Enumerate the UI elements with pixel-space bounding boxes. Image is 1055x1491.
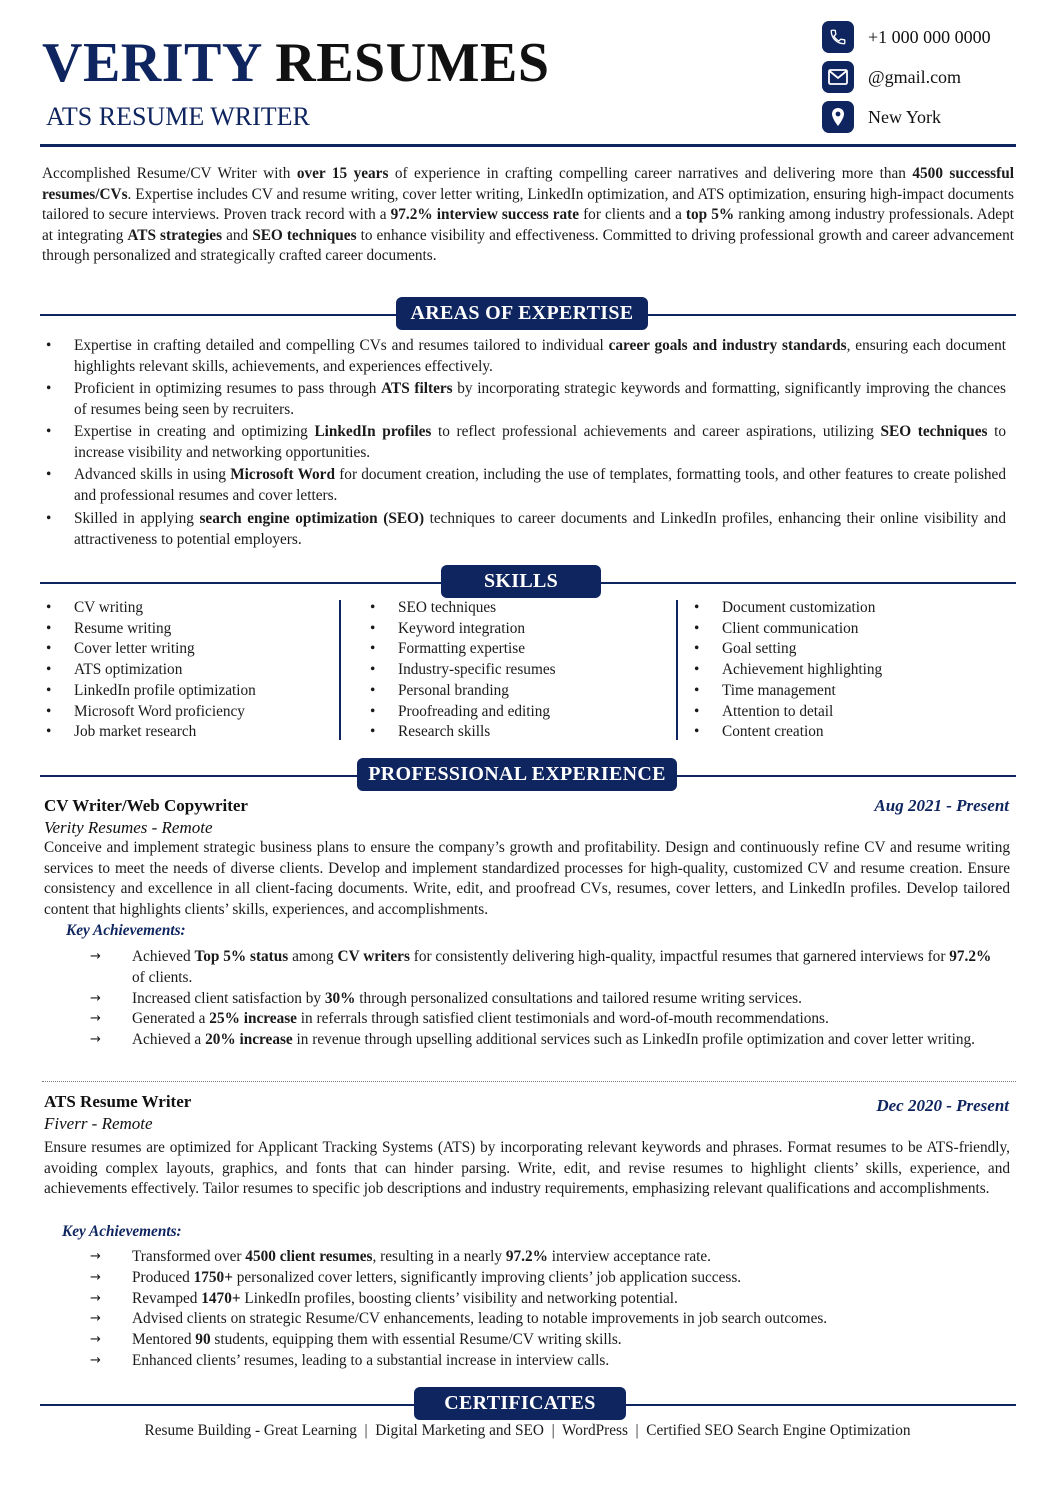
skill-item: • Personal branding [366, 681, 690, 702]
header-divider [40, 144, 1016, 147]
list-item: → Achieved Top 5% status among CV writers for consistently delivering high-quality, impactful resumes that garnered interviews for 97.2% of clients. [90, 947, 1002, 989]
skills-column [690, 598, 1014, 746]
envelope-icon [822, 61, 854, 93]
list-item: • Expertise in creating and optimizing LinkedIn profiles to reflect professional achievements and career aspirations, utilizing SEO techniques to increase visibility and networking opportunities. [42, 422, 1006, 463]
section-title: SKILLS [441, 565, 601, 598]
skill-item: • Goal setting [690, 639, 1014, 660]
list-item: → Revamped 1470+ LinkedIn profiles, boosting clients’ visibility and networking potential. [90, 1289, 1002, 1310]
phone-icon [822, 21, 854, 53]
skill-item: • Time management [690, 681, 1014, 702]
contact-block [822, 17, 991, 137]
skill-item: • ATS optimization [42, 660, 366, 681]
job-description: Ensure resumes are optimized for Applicant Tracking Systems (ATS) by incorporating relevant keywords and phrases. Format resumes to be ATS-friendly, avoiding complex layouts, graphics, and fonts that can hinder parsing. Write, edit, and revise resumes to highlight clients’ skills, experience, and achievements effectively. Tailor resumes to specific job descriptions and industry requirements, emphasizing relevant qualifications and accomplishments. [44, 1139, 1010, 1198]
list-item: • Skilled in applying search engine optimization (SEO) techniques to career documents and LinkedIn profiles, enhancing their online visibility and attractiveness to potential employers. [42, 509, 1006, 550]
job-separator [42, 1081, 1016, 1082]
summary-highlight: 4500 successful resumes/CVs [42, 165, 1014, 203]
skill-item: • SEO techniques [366, 598, 690, 619]
candidate-name [42, 30, 549, 96]
skill-item: • Proofreading and editing [366, 702, 690, 723]
job-subtitle: ATS RESUME WRITER [46, 102, 310, 131]
email-text: @gmail.com [868, 66, 962, 87]
skills-column [42, 598, 366, 746]
skill-item: • Industry-specific resumes [366, 660, 690, 681]
skill-item: • Microsoft Word proficiency [42, 702, 366, 723]
job-title: ATS Resume Writer [44, 1092, 192, 1111]
skill-item: • CV writing [42, 598, 366, 619]
column-divider [676, 600, 678, 740]
summary-highlight: ATS strategies [127, 226, 223, 244]
location-pin-icon [822, 101, 854, 133]
section-header-certificates [40, 1387, 1016, 1421]
skill-item: • Resume writing [42, 619, 366, 640]
skills-grid [42, 598, 1014, 746]
summary-highlight: 97.2% interview success rate [390, 206, 580, 224]
list-item: → Achieved a 20% increase in revenue through upselling additional services such as LinkedIn profile optimization and cover letter writing. [90, 1030, 1002, 1051]
job-date: Aug 2021 - Present [874, 796, 1009, 815]
job-date: Dec 2020 - Present [876, 1096, 1009, 1115]
job-title: CV Writer/Web Copywriter [44, 796, 248, 815]
skill-item: • LinkedIn profile optimization [42, 681, 366, 702]
skill-item: • Attention to detail [690, 702, 1014, 723]
summary-text: ranking among industry professionals. Adept at integrating [42, 206, 1014, 244]
contact-location [822, 97, 991, 137]
job-company: Fiverr - Remote [44, 1114, 153, 1133]
list-item: → Transformed over 4500 client resumes, resulting in a nearly 97.2% interview acceptance rate. [90, 1247, 1002, 1268]
list-item: • Proficient in optimizing resumes to pass through ATS filters by incorporating strategic keywords and formatting, significantly improving the chances of resumes being seen by recruiters. [42, 379, 1006, 420]
section-header-experience [40, 758, 1016, 792]
skill-item: • Formatting expertise [366, 639, 690, 660]
job-company: Verity Resumes - Remote [44, 818, 213, 837]
phone-text: +1 000 000 0000 [868, 26, 991, 47]
skill-item: • Job market research [42, 722, 366, 743]
summary-text: Accomplished Resume/CV Writer with [42, 165, 297, 182]
skill-item: • Cover letter writing [42, 639, 366, 660]
summary-highlight: over 15 years [296, 165, 389, 182]
name-last: RESUMES [275, 32, 550, 94]
achievements-list [90, 1247, 1002, 1372]
summary-text: for clients and a [579, 206, 686, 224]
summary-highlight: top 5% [685, 206, 735, 224]
skills-column [366, 598, 690, 746]
skill-item: • Keyword integration [366, 619, 690, 640]
skill-item: • Client communication [690, 619, 1014, 640]
skill-item: • Content creation [690, 722, 1014, 743]
summary-text: of experience in crafting compelling career narratives and delivering more than [388, 165, 913, 182]
section-title: AREAS OF EXPERTISE [396, 297, 648, 330]
location-text: New York [868, 106, 942, 127]
summary-highlight: SEO techniques [252, 226, 357, 244]
expertise-list [42, 336, 1006, 552]
skill-item: • Research skills [366, 722, 690, 743]
certificates-line: Resume Building - Great Learning | Digital Marketing and SEO | WordPress | Certified SEO Search Engine Optimization [144, 1422, 911, 1439]
list-item: → Generated a 25% increase in referrals through satisfied client testimonials and word-of-mouth recommendations. [90, 1009, 1002, 1030]
list-item: • Expertise in crafting detailed and compelling CVs and resumes tailored to individual career goals and industry standards, ensuring each document highlights relevant skills, achievements, and experiences effectively. [42, 336, 1006, 377]
key-achievements-label: Key Achievements: [66, 922, 186, 939]
summary-text: to enhance visibility and effectiveness. Committed to driving professional growth and career advancement through personalized and strategically crafted career documents. [42, 226, 1014, 265]
list-item: → Advised clients on strategic Resume/CV enhancements, leading to notable improvements in job search outcomes. [90, 1309, 1002, 1330]
section-title: CERTIFICATES [414, 1387, 626, 1420]
contact-phone [822, 17, 991, 57]
contact-email [822, 57, 991, 97]
list-item: → Mentored 90 students, equipping them with essential Resume/CV writing skills. [90, 1330, 1002, 1351]
skill-item: • Document customization [690, 598, 1014, 619]
skill-item: • Achievement highlighting [690, 660, 1014, 681]
name-first: VERITY [42, 32, 261, 94]
list-item: • Advanced skills in using Microsoft Word for document creation, including the use of templates, formatting tools, and other features to create polished and professional resumes and cover letters. [42, 465, 1006, 506]
summary-paragraph [42, 164, 1014, 267]
summary-text: and [222, 226, 253, 244]
key-achievements-label: Key Achievements: [62, 1223, 182, 1240]
list-item: → Enhanced clients’ resumes, leading to a substantial increase in interview calls. [90, 1351, 1002, 1372]
summary-text: . Expertise includes CV and resume writing, cover letter writing, LinkedIn optimization, and ATS optimization, ensuring high-impact documents tailored to secure interviews. Proven track record with a [42, 185, 1014, 224]
section-header-expertise [40, 297, 1016, 331]
section-title: PROFESSIONAL EXPERIENCE [357, 758, 677, 791]
section-header-skills [40, 565, 1016, 599]
achievements-list [90, 947, 1002, 1051]
column-divider [339, 600, 341, 740]
list-item: → Produced 1750+ personalized cover letters, significantly improving clients’ job application success. [90, 1268, 1002, 1289]
list-item: → Increased client satisfaction by 30% through personalized consultations and tailored resume writing services. [90, 989, 1002, 1010]
job-description: Conceive and implement strategic business plans to ensure the company’s growth and profitability. Design and continuously refine CV and resume writing services to meet the needs of diverse clients. Develop and implement standardized processes for high-quality, customized CV and resume creation. Ensure consistency and excellence in all client-facing documents. Write, edit, and proofread CVs, resumes, cover letters, and LinkedIn profiles. Develop tailored content that highlights clients’ skills, experiences, and accomplishments. [44, 839, 1010, 918]
